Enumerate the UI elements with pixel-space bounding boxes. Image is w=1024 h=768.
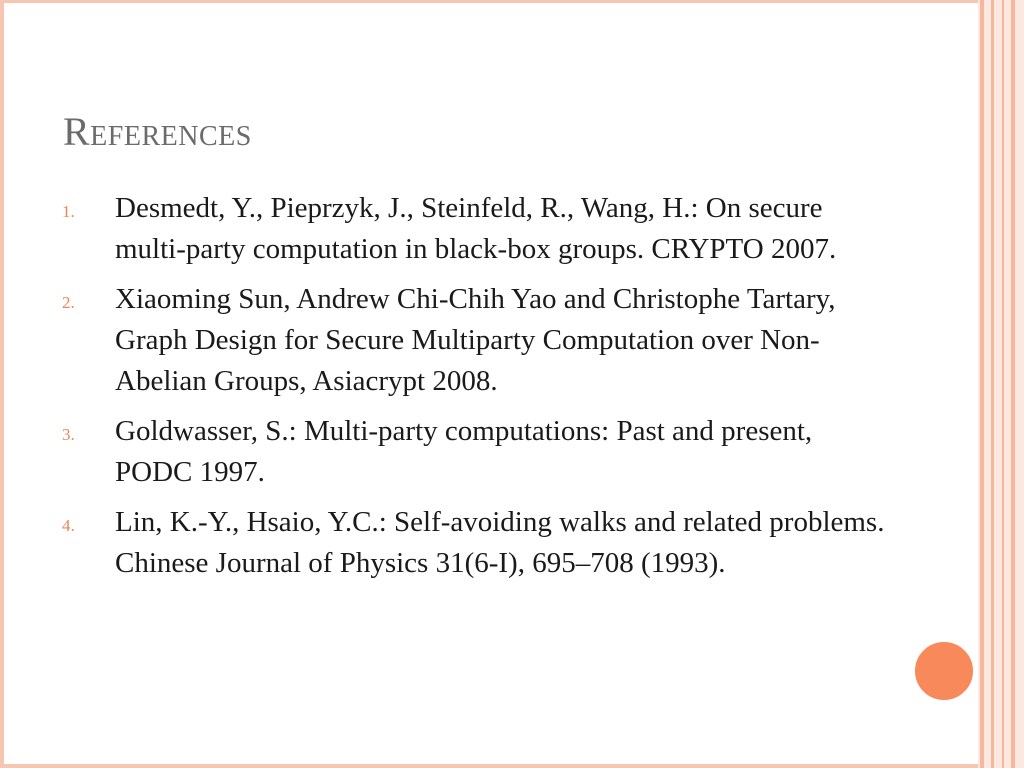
decorative-stripe xyxy=(991,0,994,768)
reference-text: Goldwasser, S.: Multi-party computations: Past and present, PODC 1997. xyxy=(115,415,813,488)
frame-bottom-border xyxy=(0,764,980,768)
reference-item xyxy=(60,188,890,270)
decorative-stripe xyxy=(1011,0,1015,768)
reference-item xyxy=(60,411,890,493)
frame-top-border xyxy=(0,0,980,3)
reference-text: Lin, K.-Y., Hsaio, Y.C.: Self-avoiding walks and related problems. Chinese Journal of Physics 31(6-I), 695–708 (1993). xyxy=(115,506,885,579)
decorative-stripe xyxy=(980,0,984,768)
frame-left-border xyxy=(0,0,4,768)
reference-item xyxy=(60,279,890,402)
reference-number: 2. xyxy=(62,293,75,312)
reference-text: Desmedt, Y., Pieprzyk, J., Steinfeld, R., Wang, H.: On secure multi-party computation in black-box groups. CRYPTO 2007. xyxy=(115,192,837,265)
decorative-circle-icon xyxy=(913,640,975,702)
reference-text: Xiaoming Sun, Andrew Chi-Chih Yao and Christophe Tartary, Graph Design for Secure Multiparty Computation over Non-Abelian Groups, Asiacrypt 2008. xyxy=(115,283,836,397)
reference-item xyxy=(60,502,890,584)
reference-number: 3. xyxy=(62,425,75,444)
reference-list xyxy=(60,188,890,593)
decorative-stripe xyxy=(1002,0,1004,768)
reference-number: 4. xyxy=(62,516,75,535)
slide-title: References xyxy=(63,109,252,154)
reference-number: 1. xyxy=(62,202,75,221)
decorative-side-band xyxy=(978,0,1024,768)
